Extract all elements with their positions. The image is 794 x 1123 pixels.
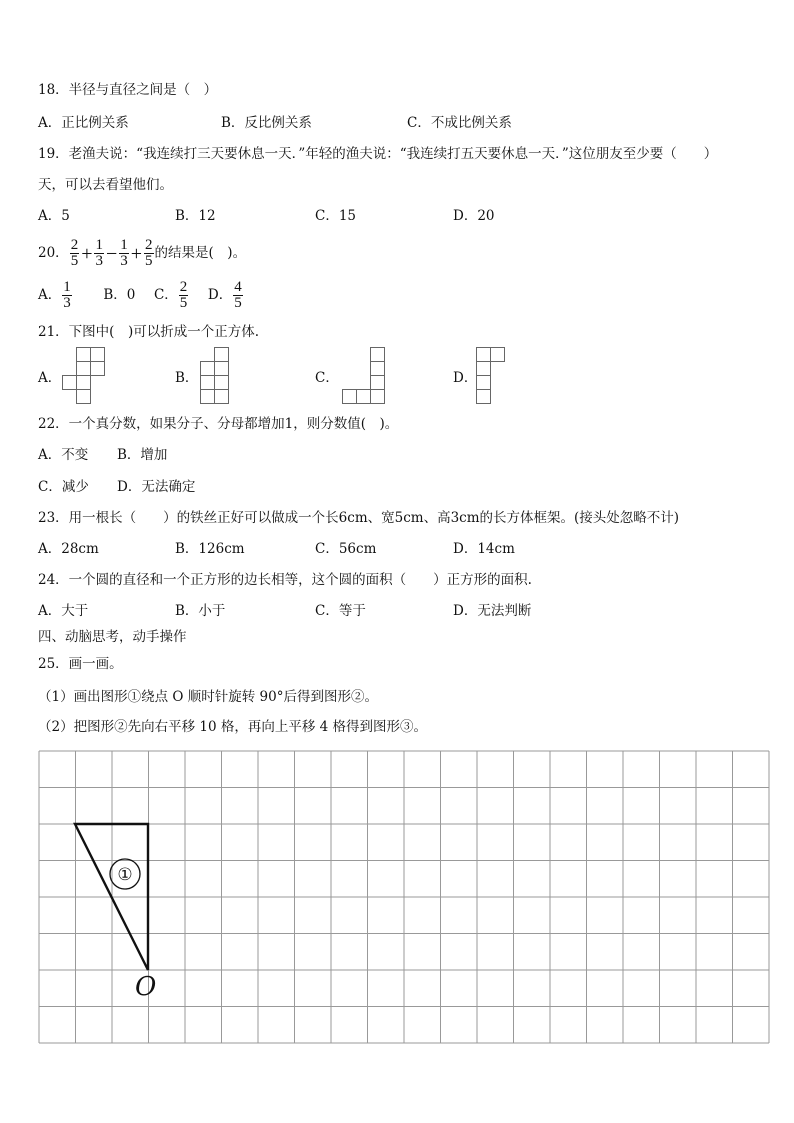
q20-fraction-1: $\frac{2}{5}$	[70, 237, 79, 269]
q24-stem: 24．一个圆的直径和一个正方形的边长相等，这个圆的面积（ ）正方形的面积.	[38, 572, 532, 588]
point-o-label: O	[135, 972, 157, 1002]
q23-option-a: A．28cm	[38, 541, 99, 557]
cube-net-c	[340, 345, 390, 409]
q19-stem-line2: 天，可以去看望他们。	[38, 177, 173, 193]
q20-option-d-label: D．	[207, 287, 233, 303]
q20-option-a-fraction: $\frac{1}{3}$	[63, 279, 71, 311]
q20-options	[38, 277, 244, 313]
q24-option-a: A．大于	[38, 603, 89, 619]
q21-option-d: D．	[453, 370, 478, 386]
q20-option-a-label: A．	[38, 287, 62, 303]
q22-stem: 22．一个真分数，如果分子、分母都增加1，则分数值( )。	[38, 416, 399, 432]
q23-option-d: D．14cm	[453, 541, 515, 557]
q18-stem: 18．半径与直径之间是（ ）	[38, 82, 218, 98]
q22-option-a: A．不变	[38, 447, 89, 463]
cube-net-b	[198, 345, 234, 409]
q23-option-c: C．56cm	[315, 541, 377, 557]
drawing-grid[interactable]	[36, 748, 770, 1048]
q20-fraction-3: $\frac{1}{3}$	[120, 237, 128, 269]
q20-number: 20．	[38, 245, 69, 261]
q20-option-d-fraction: $\frac{4}{5}$	[234, 279, 242, 311]
q20-operator-2: −	[105, 242, 118, 265]
q20-stem	[38, 235, 246, 272]
section-heading: 四、动脑思考，动手操作	[38, 629, 187, 645]
q24-option-b: B．小于	[175, 603, 226, 619]
q18-option-a: A．正比例关系	[38, 115, 129, 131]
q25-part1: （1）画出图形①绕点 O 顺时针旋转 90°后得到图形②。	[38, 689, 378, 705]
q18-option-b: B．反比例关系	[221, 115, 312, 131]
q18-option-c: C．不成比例关系	[407, 115, 512, 131]
q20-option-b: B．0	[103, 287, 136, 303]
q19-option-b: B．12	[175, 208, 216, 224]
q20-tail: 的结果是( )。	[154, 245, 247, 261]
q20-fraction-4: $\frac{2}{5}$	[145, 237, 153, 269]
q21-option-a: A．	[38, 370, 62, 386]
q19-option-d: D．20	[453, 208, 495, 224]
q19-option-c: C．15	[315, 208, 357, 224]
q20-option-c-fraction: $\frac{2}{5}$	[179, 279, 188, 311]
q21-stem: 21．下图中( )可以折成一个正方体.	[38, 324, 260, 340]
q24-option-d: D．无法判断	[453, 603, 532, 619]
q21-option-c: C．	[315, 370, 339, 386]
q24-option-c: C．等于	[315, 603, 366, 619]
shape-label-1: ①	[117, 865, 133, 885]
q22-option-d: D．无法确定	[117, 479, 196, 495]
q23-stem: 23．用一根长（ ）的铁丝正好可以做成一个长6cm、宽5cm、高3cm的长方体框架。(接头处忽略不计)	[38, 510, 680, 526]
q22-option-c: C．减少	[38, 479, 89, 495]
q23-option-b: B．126cm	[175, 541, 245, 557]
q22-option-b: B．增加	[117, 447, 168, 463]
q20-operator-3: +	[130, 242, 143, 265]
q25-stem: 25．画一画。	[38, 656, 123, 672]
q19-stem-line1: 19．老渔夫说：“我连续打三天要休息一天．”年轻的渔夫说：“我连续打五天要休息一天．”这位朋友至少要（ ）	[38, 146, 718, 162]
q20-fraction-2: $\frac{1}{3}$	[95, 237, 103, 269]
q20-option-c-label: C．	[153, 287, 178, 303]
cube-net-d	[474, 345, 510, 409]
q21-option-b: B．	[175, 370, 199, 386]
q20-operator-1: +	[81, 242, 93, 265]
cube-net-a	[60, 345, 110, 409]
q25-part2: （2）把图形②先向右平移 10 格，再向上平移 4 格得到图形③。	[38, 719, 428, 735]
q19-option-a: A．5	[38, 208, 70, 224]
